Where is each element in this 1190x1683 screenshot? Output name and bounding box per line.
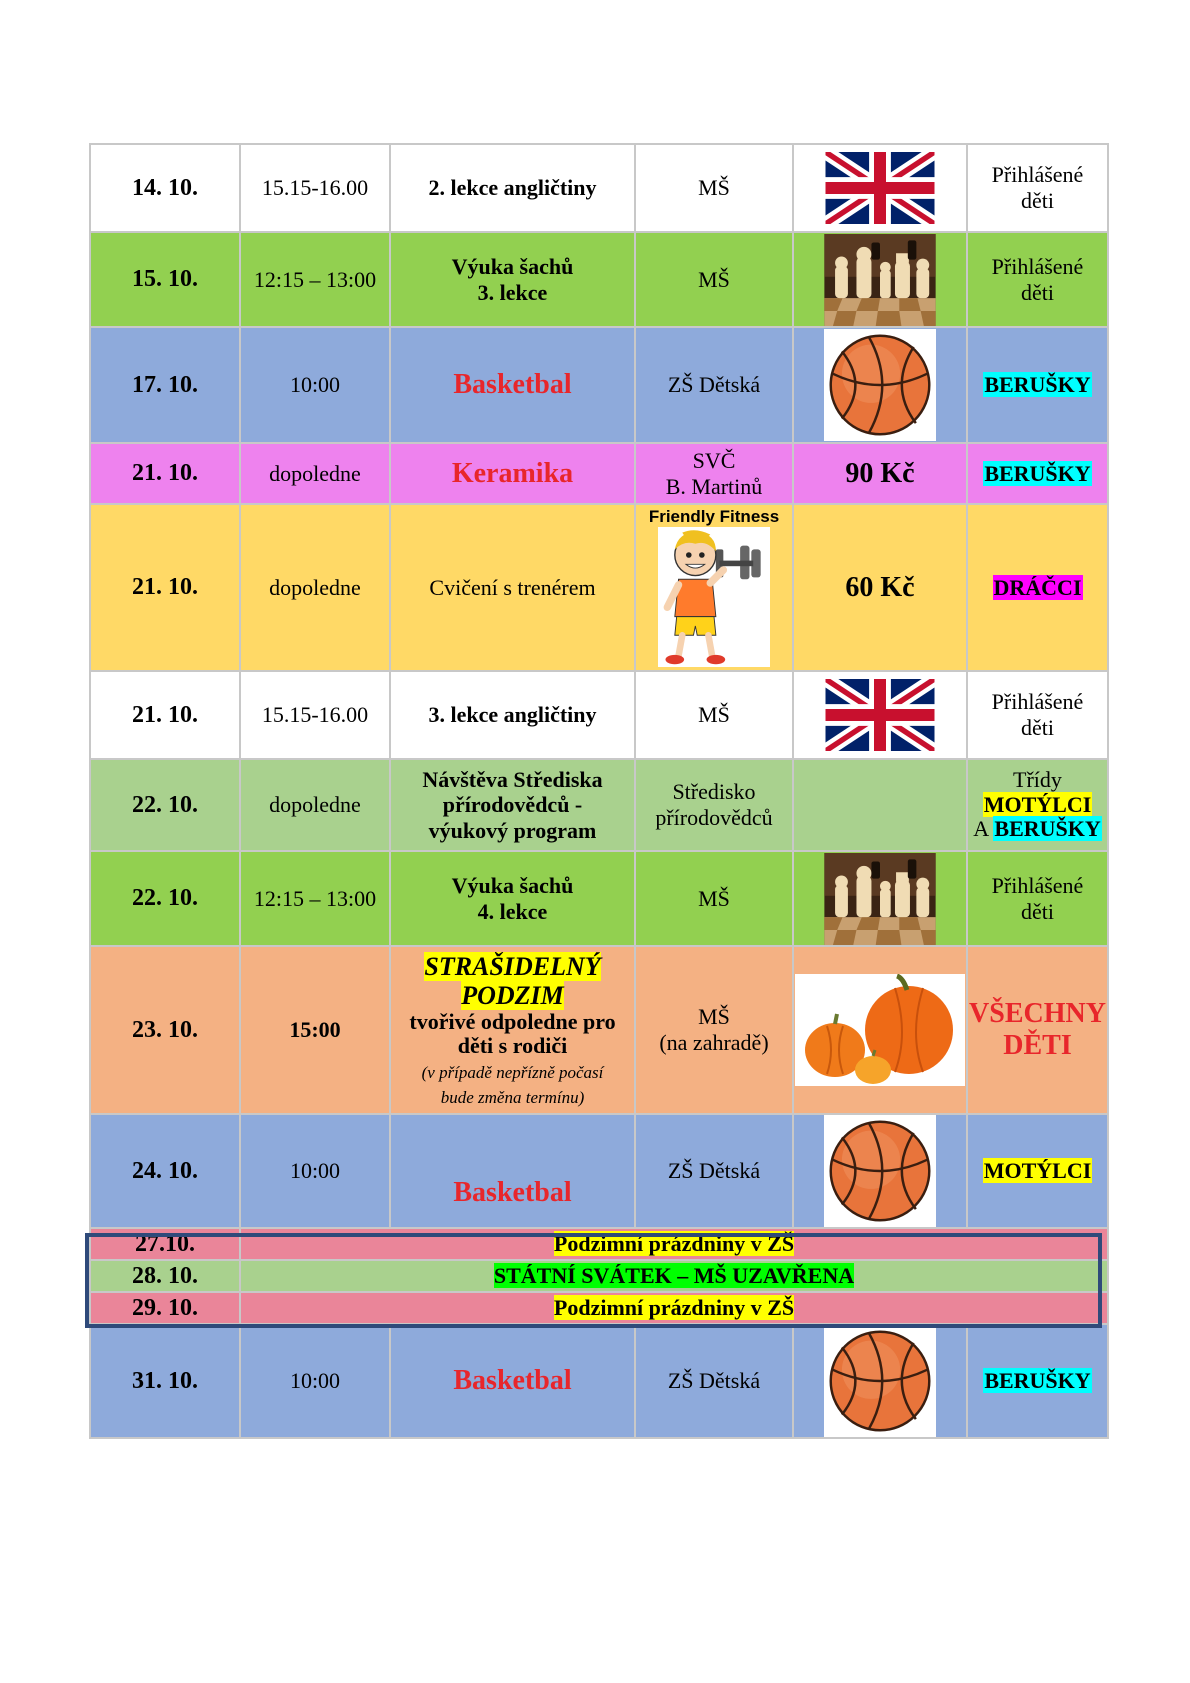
date-cell: 17. 10. (90, 327, 240, 443)
activity-line: 3. lekce (477, 279, 548, 305)
image-cell (793, 759, 967, 851)
date-cell: 21. 10. (90, 504, 240, 671)
activity-cell: 3. lekce angličtiny (390, 671, 635, 759)
activity-cell (390, 327, 635, 443)
time-cell: 15.15-16.00 (240, 144, 390, 232)
activity-note: (v případě nepřízně počasí (421, 1063, 604, 1083)
group-badge: BERUŠKY (984, 460, 1091, 486)
holiday-cell (240, 1228, 1108, 1260)
time-cell: dopoledne (240, 504, 390, 671)
group-cell (967, 232, 1108, 327)
place-cell: MŠ (635, 671, 793, 759)
date-cell: 27.10. (90, 1228, 240, 1260)
activity-line: Výuka šachů (451, 253, 574, 279)
group-line: děti (1021, 715, 1054, 740)
group-line: Přihlášené (991, 689, 1084, 715)
time-cell: 15:00 (240, 946, 390, 1114)
holiday-text: Podzimní prázdniny v ZŠ (553, 1295, 795, 1321)
group-cell (967, 144, 1108, 232)
place-line: Středisko (672, 779, 756, 805)
activity-line: tvořivé odpoledne pro (409, 1008, 616, 1034)
date-cell: 29. 10. (90, 1292, 240, 1324)
activity-title: Keramika (451, 457, 574, 489)
price-cell: 60 Kč (793, 504, 967, 671)
date-cell: 28. 10. (90, 1260, 240, 1292)
group-line: děti (1021, 898, 1054, 924)
group-cell (967, 1324, 1108, 1438)
uk-flag-icon (825, 152, 935, 224)
table-row (90, 1292, 1108, 1324)
group-line: Přihlášené (991, 872, 1084, 898)
place-cell (635, 946, 793, 1114)
table-row (90, 671, 1108, 759)
group-cell (967, 759, 1108, 851)
activity-cell (390, 443, 635, 504)
holiday-text: STÁTNÍ SVÁTEK – MŠ UZAVŘENA (493, 1263, 855, 1289)
activity-note: bude změna termínu) (440, 1087, 585, 1107)
basketball-icon (824, 329, 936, 441)
group-badge: BERUŠKY (984, 1368, 1091, 1394)
table-row (90, 946, 1108, 1114)
place-line: přírodovědců (655, 805, 773, 830)
holiday-cell (240, 1292, 1108, 1324)
place-cell: MŠ (635, 851, 793, 946)
uk-flag-icon (825, 679, 935, 751)
date-cell: 22. 10. (90, 759, 240, 851)
table-row (90, 851, 1108, 946)
activity-line: Návštěva Střediska (422, 767, 603, 793)
time-cell: dopoledne (240, 759, 390, 851)
group-line: Přihlášené (991, 162, 1084, 188)
image-cell (793, 946, 967, 1114)
group-and: A (973, 816, 988, 842)
date-cell: 14. 10. (90, 144, 240, 232)
time-cell: 12:15 – 13:00 (240, 851, 390, 946)
date-cell: 24. 10. (90, 1114, 240, 1228)
table-row (90, 1324, 1108, 1438)
activity-cell: Cvičení s trenérem (390, 504, 635, 671)
place-line: SVČ (692, 447, 736, 473)
group-cell (967, 443, 1108, 504)
place-line: (na zahradě) (659, 1030, 769, 1055)
holiday-text: Podzimní prázdniny v ZŠ (553, 1231, 795, 1257)
place-cell: MŠ (635, 144, 793, 232)
image-cell (793, 851, 967, 946)
activity-title: Basketbal (453, 1365, 572, 1397)
group-cell (967, 671, 1108, 759)
date-cell: 23. 10. (90, 946, 240, 1114)
activity-line: děti s rodiči (457, 1033, 568, 1059)
date-cell: 15. 10. (90, 232, 240, 327)
activity-cell (390, 1324, 635, 1438)
activity-line: výukový program (428, 817, 597, 843)
image-cell (635, 504, 793, 671)
holiday-cell (240, 1260, 1108, 1292)
image-caption: Friendly Fitness (648, 507, 780, 526)
place-line: MŠ (698, 1004, 730, 1030)
table-row (90, 232, 1108, 327)
group-badge: MOTÝLCI (983, 791, 1092, 817)
activity-title: STRAŠIDELNÝ (424, 951, 601, 981)
price-cell: 90 Kč (793, 443, 967, 504)
group-line: Třídy (1013, 767, 1062, 793)
time-cell: 15.15-16.00 (240, 671, 390, 759)
activity-title: PODZIM (461, 980, 564, 1010)
place-line: B. Martinů (665, 473, 763, 499)
group-title: DĚTI (1003, 1030, 1072, 1061)
group-line: děti (1021, 279, 1054, 305)
date-cell: 22. 10. (90, 851, 240, 946)
schedule-table (89, 143, 1109, 1439)
group-cell (967, 327, 1108, 443)
fitness-boy-icon (650, 527, 778, 667)
image-cell (793, 232, 967, 327)
image-cell (793, 1324, 967, 1438)
group-cell (967, 851, 1108, 946)
image-cell (793, 1114, 967, 1228)
table-row (90, 144, 1108, 232)
table-row (90, 327, 1108, 443)
activity-cell (390, 851, 635, 946)
group-cell (967, 946, 1108, 1114)
table-row (90, 443, 1108, 504)
pumpkins-icon (795, 974, 965, 1086)
chess-pieces-icon (824, 853, 936, 945)
basketball-icon (824, 1115, 936, 1227)
table-row (90, 1228, 1108, 1260)
group-badge: BERUŠKY (984, 372, 1091, 398)
date-cell: 21. 10. (90, 443, 240, 504)
table-row (90, 1260, 1108, 1292)
date-cell: 31. 10. (90, 1324, 240, 1438)
time-cell: 12:15 – 13:00 (240, 232, 390, 327)
image-cell (793, 144, 967, 232)
image-cell (793, 671, 967, 759)
place-cell: ZŠ Dětská (635, 327, 793, 443)
table-row (90, 504, 1108, 671)
time-cell: 10:00 (240, 1114, 390, 1228)
basketball-icon (824, 1325, 936, 1437)
place-cell: ZŠ Dětská (635, 1114, 793, 1228)
activity-cell (390, 1114, 635, 1228)
activity-cell (390, 946, 635, 1114)
group-line: Přihlášené (991, 253, 1084, 279)
date-cell: 21. 10. (90, 671, 240, 759)
place-cell: MŠ (635, 232, 793, 327)
activity-cell: 2. lekce angličtiny (390, 144, 635, 232)
activity-title: Basketbal (453, 1176, 572, 1208)
group-badge: MOTÝLCI (983, 1158, 1092, 1184)
activity-title: Basketbal (453, 369, 572, 401)
table-row (90, 759, 1108, 851)
group-cell (967, 504, 1108, 671)
group-badge: BERUŠKY (994, 816, 1101, 842)
group-line: děti (1021, 188, 1054, 213)
time-cell: 10:00 (240, 1324, 390, 1438)
activity-cell (390, 232, 635, 327)
group-cell (967, 1114, 1108, 1228)
activity-line: přírodovědců - (442, 792, 583, 818)
place-cell (635, 759, 793, 851)
time-cell: dopoledne (240, 443, 390, 504)
activity-cell (390, 759, 635, 851)
time-cell: 10:00 (240, 327, 390, 443)
place-cell (635, 443, 793, 504)
place-cell: ZŠ Dětská (635, 1324, 793, 1438)
activity-line: 4. lekce (477, 898, 548, 924)
image-cell (793, 327, 967, 443)
table-row (90, 1114, 1108, 1228)
group-title: VŠECHNY (969, 997, 1106, 1029)
group-badge: DRÁČCI (993, 574, 1082, 600)
chess-pieces-icon (824, 234, 936, 326)
activity-line: Výuka šachů (451, 872, 574, 898)
